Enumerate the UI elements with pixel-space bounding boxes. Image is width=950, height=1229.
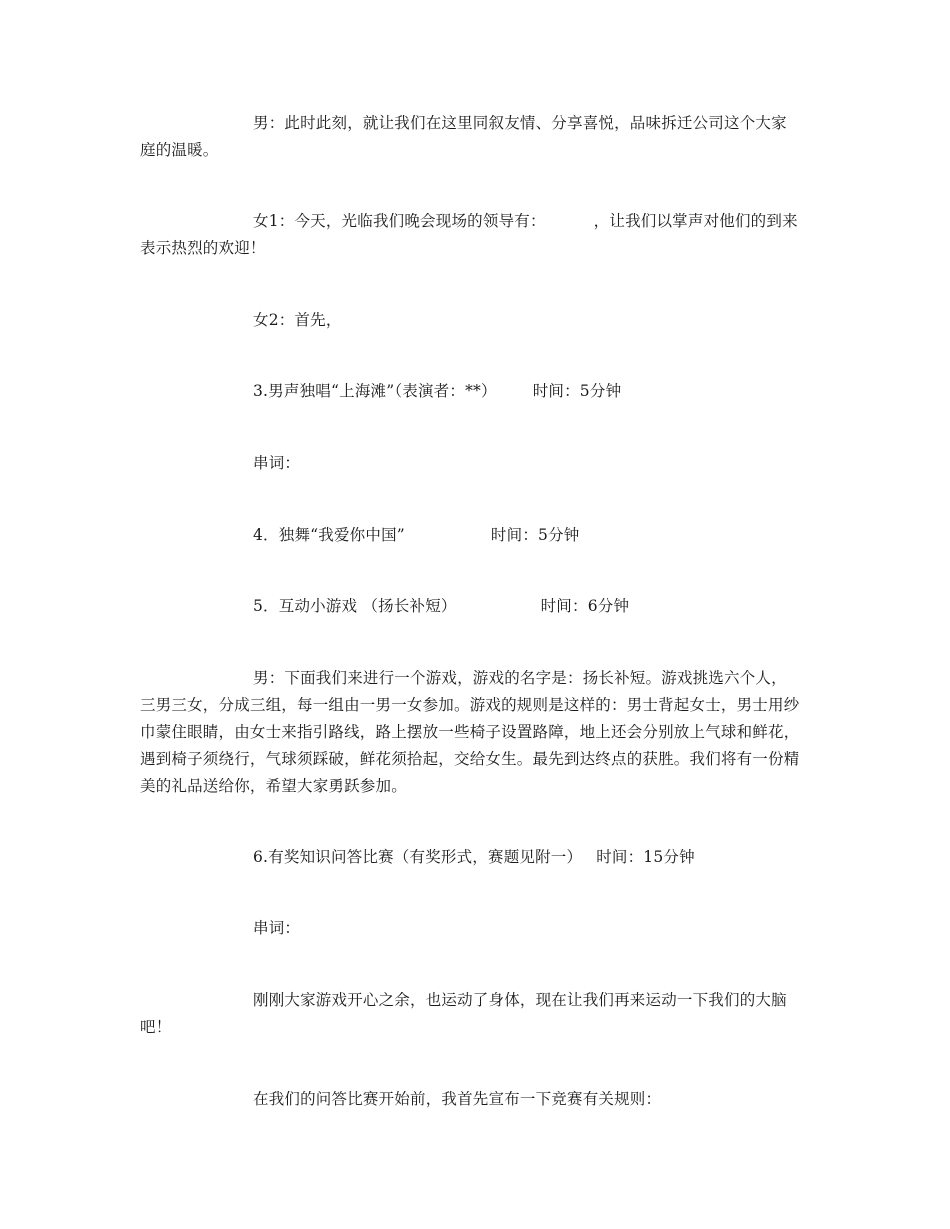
program-item-3 xyxy=(253,378,621,405)
program-item-4-time: 时间：5分钟 xyxy=(490,526,580,544)
program-item-6 xyxy=(253,844,695,871)
program-item-4 xyxy=(253,522,579,549)
linking-words-label-2: 串词： xyxy=(253,919,301,937)
program-item-3-title: 3.男声独唱“上海滩”（表演者：**） xyxy=(253,382,497,400)
paragraph-host-female-1-part-b: ，让我们以掌声对他们的到来表示热烈的欢迎！ xyxy=(140,212,798,257)
program-item-4-title: 4．独舞“我爱你中国” xyxy=(253,526,405,544)
program-item-3-time: 时间：5分钟 xyxy=(532,382,622,400)
paragraph-host-female-2: 女2：首先， xyxy=(253,311,342,329)
program-item-5 xyxy=(253,593,629,620)
paragraph-host-female-1-part-a: 女1：今天，光临我们晚会现场的领导有： xyxy=(253,212,546,230)
paragraph-host-female-1 xyxy=(140,208,802,262)
program-item-6-title: 6.有奖知识问答比赛（有奖形式，赛题见附一） xyxy=(253,848,583,866)
program-item-5-time: 时间：6分钟 xyxy=(540,597,630,615)
paragraph-quiz-rules-intro: 在我们的问答比赛开始前，我首先宣布一下竞赛有关规则： xyxy=(253,1090,662,1108)
program-item-5-title: 5．互动小游戏 （扬长补短） xyxy=(253,597,457,615)
program-item-6-time: 时间：15分钟 xyxy=(596,848,695,866)
linking-words-label-1: 串词： xyxy=(253,454,301,472)
paragraph-quiz-intro: 刚刚大家游戏开心之余，也运动了身体，现在让我们再来运动一下我们的大脑吧！ xyxy=(140,991,787,1036)
paragraph-host-male-intro: 男：此时此刻，就让我们在这里同叙友情、分享喜悦，品味拆迁公司这个大家庭的温暖。 xyxy=(140,114,787,159)
paragraph-game-rules: 男：下面我们来进行一个游戏，游戏的名字是：扬长补短。游戏挑选六个人，三男三女，分成三组，每一组由一男一女参加。游戏的规则是这样的：男士背起女士，男士用纱巾蒙住眼睛，由女士来指引路线，路上摆放一些椅子设置路障，地上还会分别放上气球和鲜花，遇到椅子须绕行，气球须踩破，鲜花须拾起，交给女生。最先到达终点的获胜。我们将有一份精美的礼品送给你，希望大家勇跃参加。 xyxy=(140,669,800,795)
